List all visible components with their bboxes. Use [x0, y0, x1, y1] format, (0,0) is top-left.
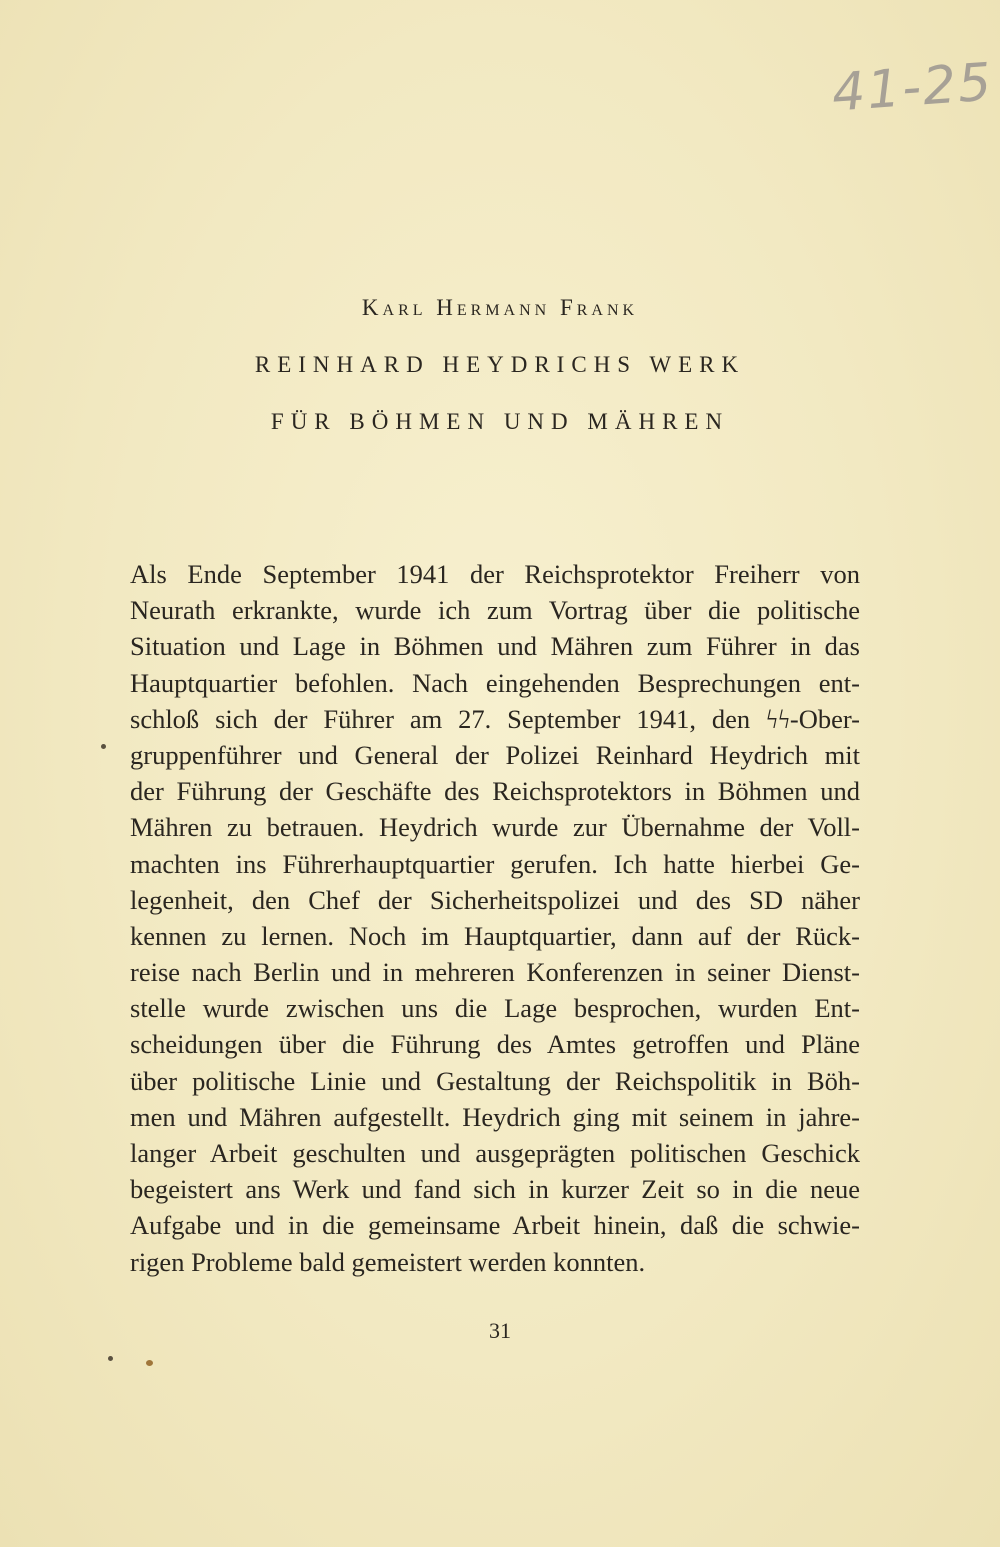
chapter-title-line-1: REINHARD HEYDRICHS WERK [254, 352, 746, 377]
text-line-last: rigen Probleme bald gemeistert werden konnten. [130, 1246, 646, 1277]
text-line: Aufgabe und in die gemeinsame Arbeit hinein, daß die schwie- [130, 1210, 860, 1241]
text-line: machten ins Führerhauptquartier gerufen. Ich hatte hierbei Ge- [130, 848, 860, 879]
text-line: legenheit, den Chef der Sicherheitspolizei und des SD näher [130, 884, 860, 915]
text-line: reise nach Berlin und in mehreren Konferenzen in seiner Dienst- [130, 957, 860, 988]
text-line: begeistert ans Werk und fand sich in kurzer Zeit so in die neue [130, 1174, 860, 1205]
text-line: Mähren zu betrauen. Heydrich wurde zur Übernahme der Voll- [130, 812, 860, 843]
text-line: Hauptquartier befohlen. Nach eingehenden Besprechungen ent- [130, 667, 860, 698]
text-line: scheidungen über die Führung des Amtes getroffen und Pläne [130, 1029, 860, 1060]
paper-stain [146, 1360, 153, 1366]
text-line: stelle wurde zwischen uns die Lage besprochen, wurden Ent- [130, 993, 860, 1024]
text-line: men und Mähren aufgestellt. Heydrich ging mit seinem in jahre- [130, 1101, 860, 1132]
body-paragraph [130, 556, 860, 1280]
text-line: schloß sich der Führer am 27. September 1941, den ϟϟ-Ober- [130, 703, 860, 734]
chapter-title-line-2: FÜR BÖHMEN UND MÄHREN [270, 409, 730, 434]
paper-speck [108, 1356, 113, 1361]
page-number: 31 [489, 1318, 511, 1343]
text-line: über politische Linie und Gestaltung der Reichspolitik in Böh- [130, 1065, 860, 1096]
handwritten-archive-number: 41-25 [830, 52, 996, 124]
text-line: der Führung der Geschäfte des Reichsprotektors in Böhmen und [130, 776, 860, 807]
paper-speck [101, 744, 106, 749]
text-line: gruppenführer und General der Polizei Reinhard Heydrich mit [130, 739, 860, 770]
text-line: langer Arbeit geschulten und ausgeprägten politischen Geschick [130, 1138, 860, 1168]
author-name: Karl Hermann Frank [361, 295, 639, 320]
text-line: kennen zu lernen. Noch im Hauptquartier, dann auf der Rück- [130, 920, 860, 951]
text-line: Als Ende September 1941 der Reichsprotektor Freiherr von [130, 559, 860, 589]
text-line: Situation und Lage in Böhmen und Mähren zum Führer in das [130, 631, 860, 662]
text-line: Neurath erkrankte, wurde ich zum Vortrag über die politische [130, 595, 860, 626]
